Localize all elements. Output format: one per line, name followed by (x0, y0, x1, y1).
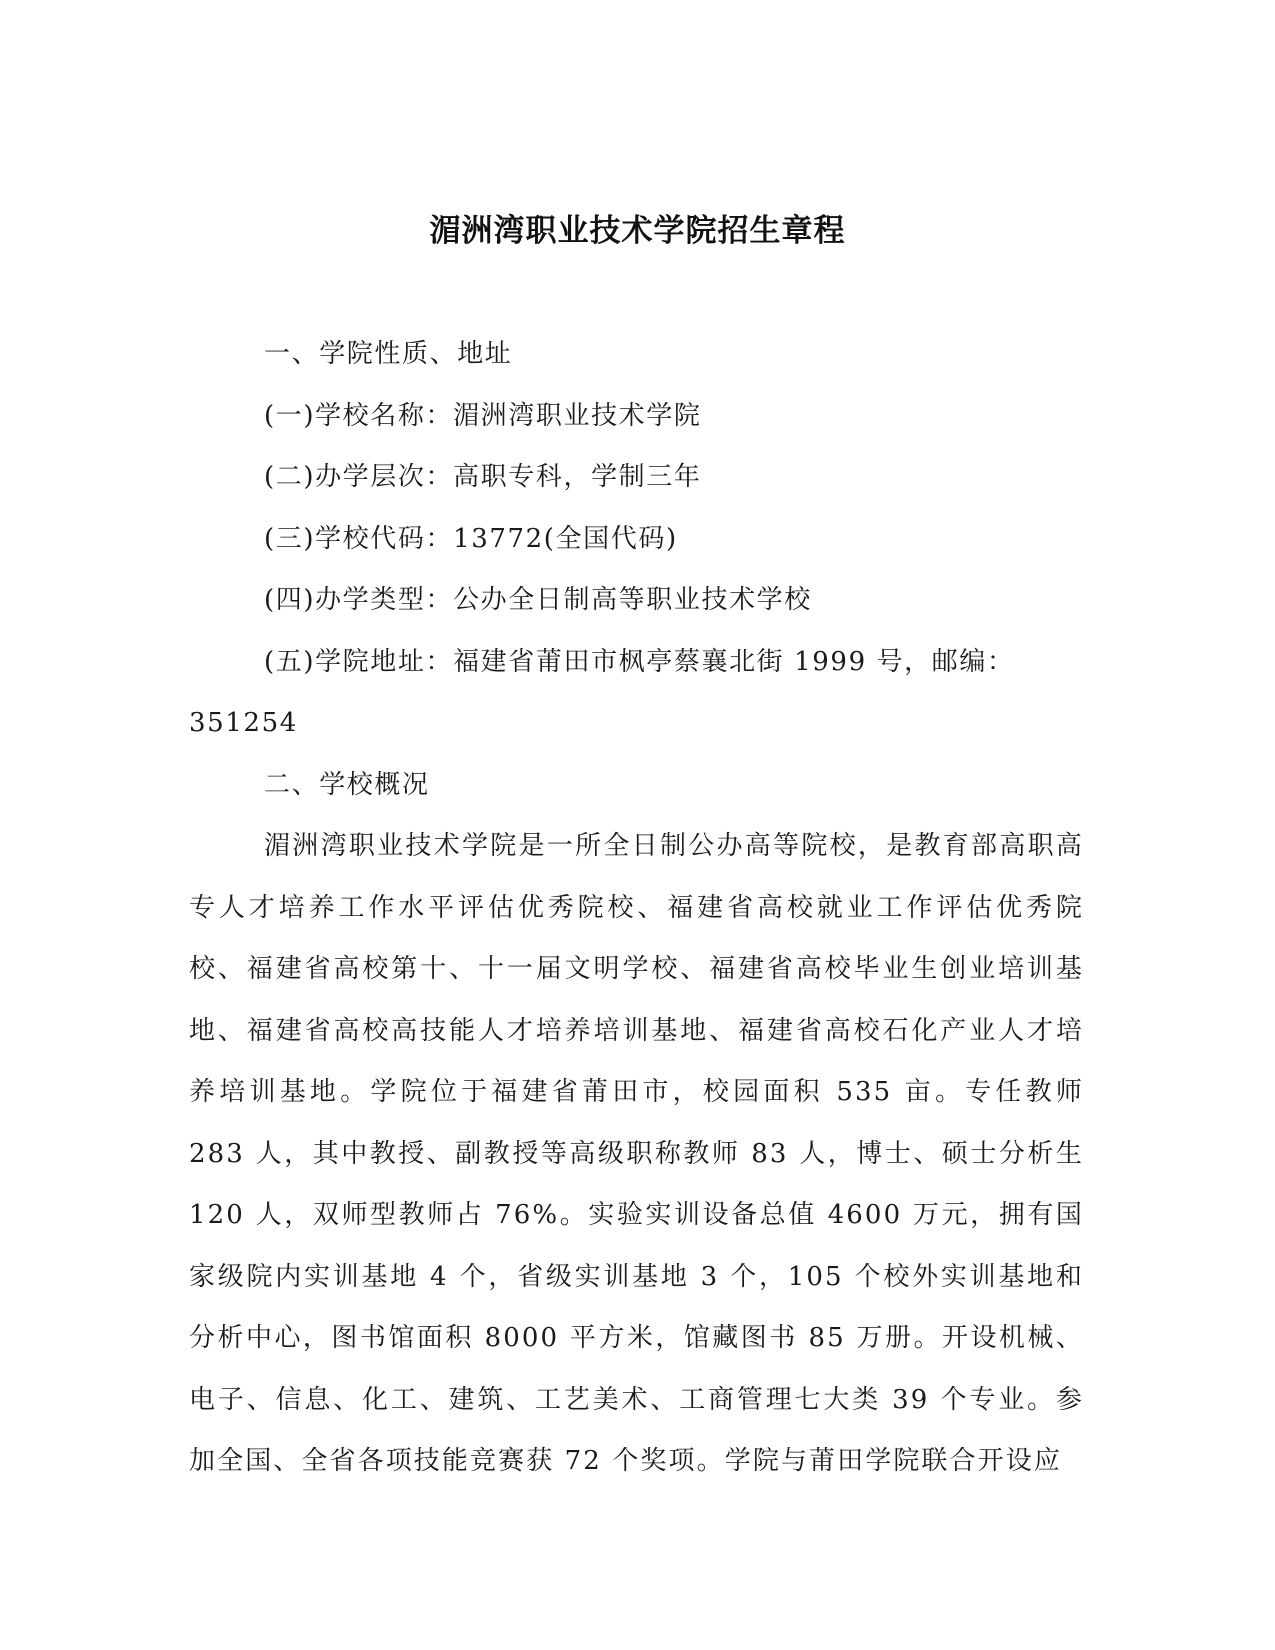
item-school-address: (五)学院地址：福建省莆田市枫亭蔡襄北街 1999 号，邮编： (264, 646, 1015, 677)
item-school-name: (一)学校名称：湄洲湾职业技术学院 (264, 400, 702, 431)
item-education-level: (二)办学层次：高职专科，学制三年 (264, 462, 702, 492)
overview-paragraph: 湄洲湾职业技术学院是一所全日制公办高等院校，是教育部高职高专人才培养工作水平评估优秀院校、福建省高校就业工作评估优秀院校、福建省高校第十、十一届文明学校、福建省高校毕业生创业培训基地、福建省高校高技能人才培养培训基地、福建省高校石化产业人才培养培训基地。学院位于福建省莆田市，校园面积 535 亩。专任教师 283 人，其中教授、副教授等高级职称教师 83 人，博士、硕士分析生 120 人，双师型教师占 76%。实验实训设备总值 4600 万元，拥有国家级院内实训基地 4 个，省级实训基地 3 个，105 个校外实训基地和分析中心，图书馆面积 8000 平方米，馆藏图书 85 万册。开设机械、电子、信息、化工、建筑、工艺美术、工商管理七大类 39 个专业。参加全国、全省各项技能竞赛获 72 个奖项。学院与莆田学院联合开设应 (189, 831, 1084, 1476)
document-title: 湄洲湾职业技术学院招生章程 (429, 213, 846, 249)
item-school-code: (三)学校代码：13772(全国代码) (264, 523, 678, 554)
section-heading-nature-address: 一、学院性质、地址 (264, 339, 513, 369)
section-heading-overview: 二、学校概况 (264, 769, 430, 800)
address-postcode: 351254 (189, 708, 298, 738)
document-body (189, 324, 1084, 1493)
item-school-type: (四)办学类型：公办全日制高等职业技术学校 (264, 585, 812, 615)
